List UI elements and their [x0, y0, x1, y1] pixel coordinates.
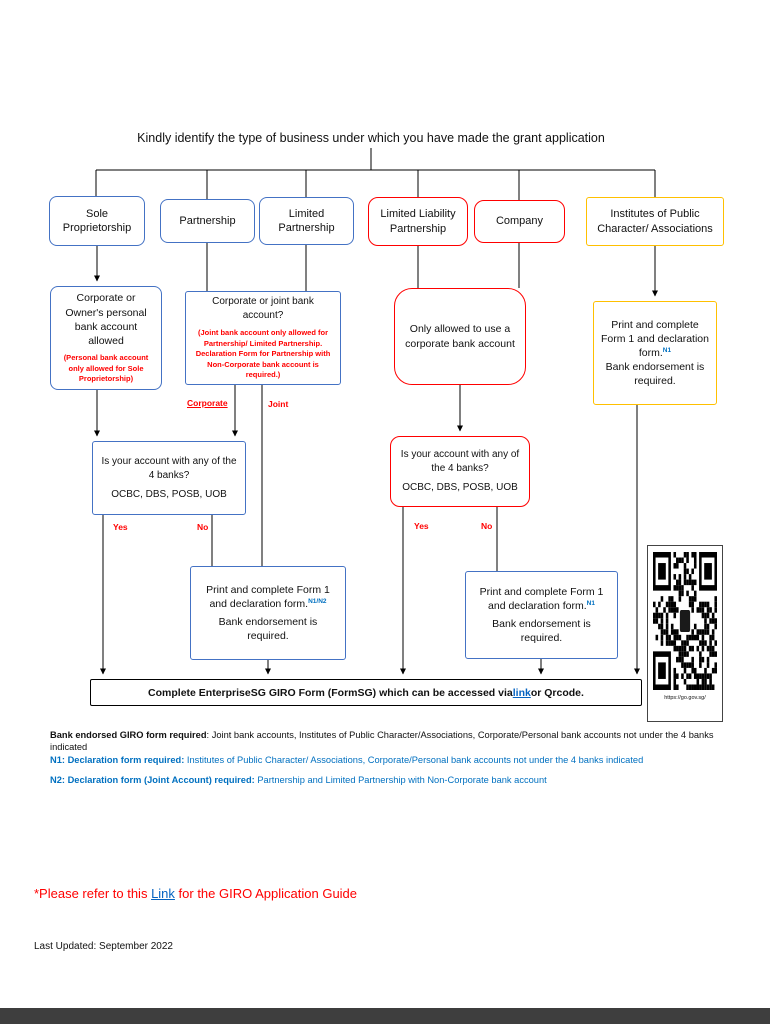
qr-caption: https://go.gov.sg/ — [664, 695, 706, 701]
node-text: Only allowed to use a corporate bank account — [405, 323, 515, 350]
form-instruction: Print and complete Form 1 and declaration form. — [479, 586, 604, 613]
final-step-bar — [90, 679, 642, 706]
edge-label-no-left: No — [197, 522, 209, 532]
guide-suffix: for the GIRO Application Guide — [174, 886, 358, 901]
endorsement-note: Bank endorsement is required. — [218, 615, 318, 642]
node-label: Partnership — [179, 214, 236, 227]
edge-label-no-right: No — [481, 521, 493, 531]
node-ipc-form — [593, 301, 717, 405]
node-label: Institutes of Public Character/ Associations — [597, 208, 713, 235]
node-partnership-account-question — [185, 291, 341, 385]
guide-prefix: *Please refer to this — [34, 886, 152, 901]
qr-code — [653, 552, 717, 690]
endorsement-note: Bank endorsement is required. — [605, 361, 705, 388]
footnote-rest: : Joint bank accounts, Institutes of Public Character/Associations, Corporate/Personal bank accounts not under the 4 banks indicated — [50, 730, 714, 753]
node-sole-proprietorship — [49, 196, 145, 246]
final-text-suffix: or Qrcode. — [530, 686, 584, 699]
footnote-ref-n1: N1 — [662, 346, 672, 354]
final-text-prefix: Complete EnterpriseSG GIRO Form (FormSG) which can be accessed via — [148, 686, 513, 699]
last-updated: Last Updated: September 2022 — [34, 941, 173, 952]
footnote-lead: Bank endorsed GIRO form required — [50, 730, 207, 740]
node-limited-partnership — [259, 197, 354, 245]
node-label: Limited Partnership — [278, 207, 335, 234]
footnote-lead: N2: Declaration form (Joint Account) required: — [50, 775, 255, 785]
bank-list: OCBC, DBS, POSB, UOB — [111, 488, 227, 500]
node-label: Company — [495, 215, 544, 228]
node-banks-question-right — [390, 436, 530, 507]
edge-label-joint: Joint — [268, 399, 289, 409]
question-text: Is your account with any of the 4 banks? — [400, 449, 520, 474]
footnote-ref-n1: N1 — [586, 600, 595, 608]
node-ipc-associations — [586, 197, 724, 246]
node-text — [600, 318, 710, 389]
footnote-lead: N1: Declaration form required: — [50, 755, 185, 765]
node-corporate-only — [394, 288, 526, 385]
node-label: Sole Proprietorship — [62, 207, 132, 234]
node-text: Corporate or Owner's personal bank account allowed — [65, 292, 147, 347]
node-text — [472, 585, 611, 645]
node-banks-question-left — [92, 441, 246, 515]
edge-label-corporate: Corporate — [187, 398, 228, 408]
node-company — [474, 200, 565, 243]
node-text — [197, 583, 339, 643]
node-form-right — [465, 571, 618, 659]
bank-list: OCBC, DBS, POSB, UOB — [402, 482, 518, 493]
footnote-rest: Institutes of Public Character/ Associations, Corporate/Personal bank accounts not under the 4 banks indicated — [184, 755, 644, 765]
edge-label-yes-left: Yes — [113, 522, 128, 532]
footnote-ref-n1-n2: N1/N2 — [308, 598, 327, 606]
guide-link[interactable]: Link — [151, 886, 175, 901]
page-title: Kindly identify the type of business under which you have made the grant application — [137, 131, 605, 145]
node-note: (Personal bank account only allowed for Sole Proprietorship) — [63, 353, 149, 384]
node-form-left — [190, 566, 346, 660]
node-label: Limited Liability Partnership — [380, 208, 456, 235]
edge-label-yes-right: Yes — [414, 521, 429, 531]
node-note: (Joint bank account only allowed for Partnership/ Limited Partnership. Declaration Form for Partnership with Non-Corporate bank account is required.) — [195, 328, 331, 380]
node-text: Corporate or joint bank account? — [212, 296, 314, 322]
formsg-link[interactable]: link — [512, 686, 531, 699]
form-instruction: Print and complete Form 1 and declaration form. — [601, 318, 709, 359]
qr-card — [647, 545, 723, 722]
node-partnership — [160, 199, 255, 243]
node-sole-account — [50, 286, 162, 390]
question-text: Is your account with any of the 4 banks? — [101, 455, 237, 481]
form-instruction: Print and complete Form 1 and declaration form. — [206, 584, 330, 611]
footnote-rest: Partnership and Limited Partnership with Non-Corporate bank account — [254, 775, 547, 785]
endorsement-note: Bank endorsement is required. — [492, 617, 591, 644]
node-limited-liability-partnership — [368, 197, 468, 246]
